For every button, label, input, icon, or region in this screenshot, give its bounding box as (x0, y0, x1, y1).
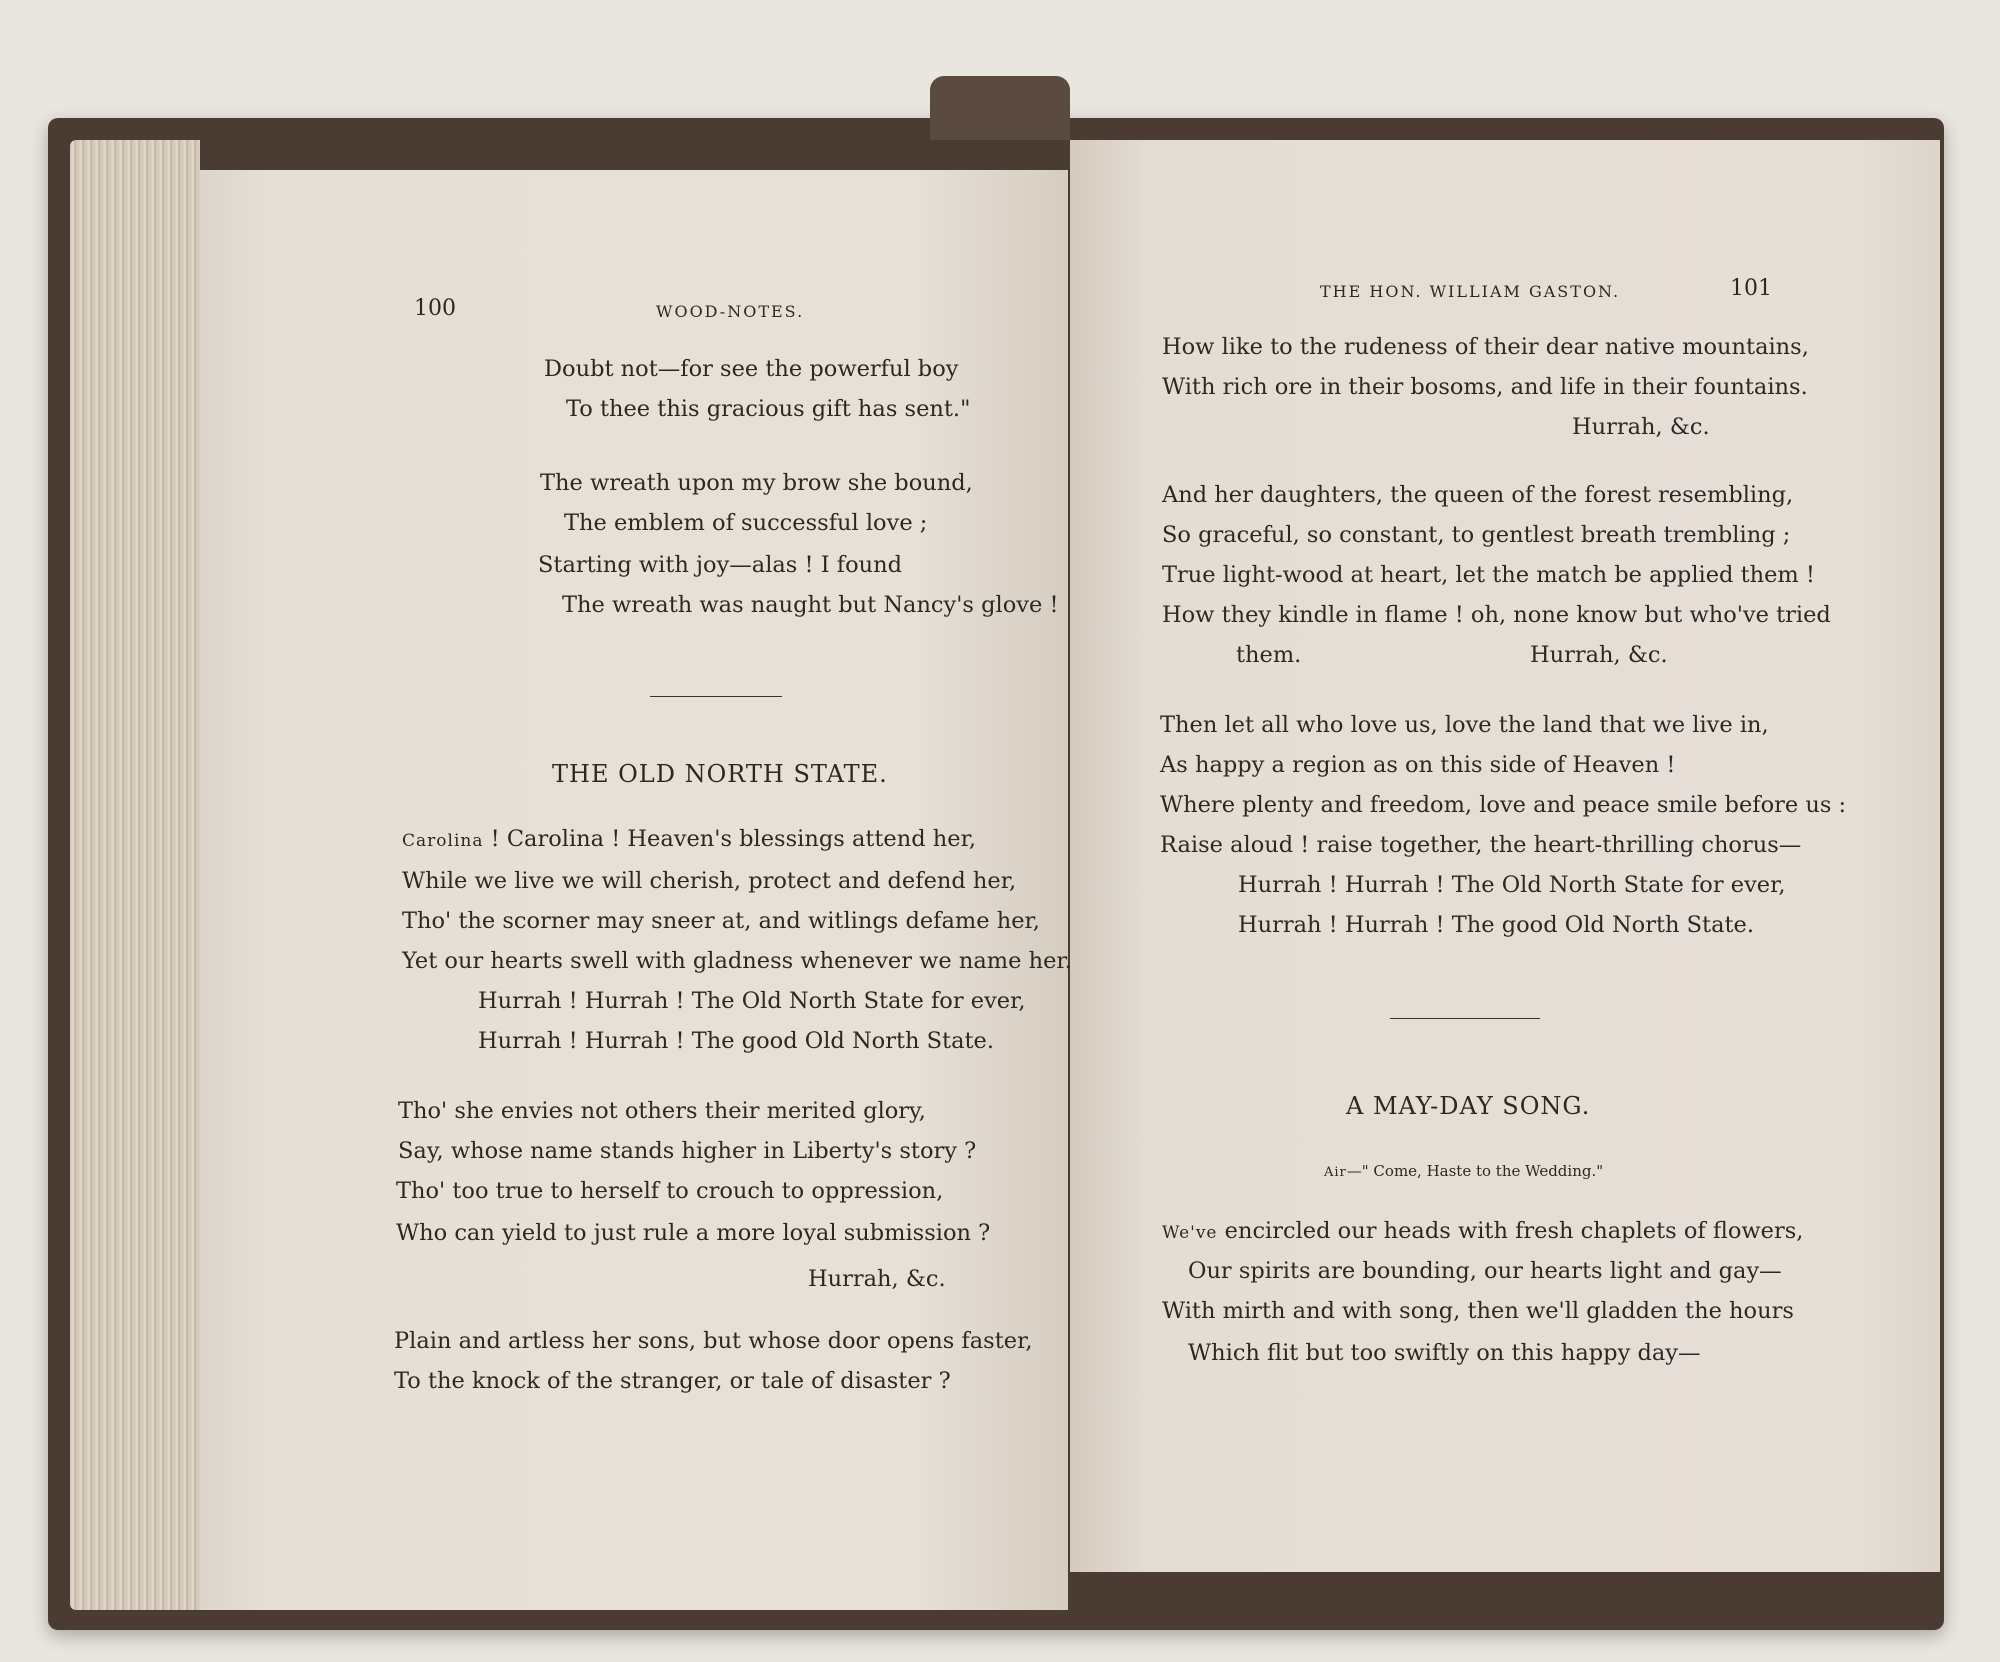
verse-line: Say, whose name stands higher in Liberty's story ? (398, 1138, 977, 1164)
verse-line: And her daughters, the queen of the forest resembling, (1162, 482, 1794, 508)
verse-line: Who can yield to just rule a more loyal submission ? (396, 1220, 991, 1246)
verse-line: How like to the rudeness of their dear native mountains, (1162, 334, 1809, 360)
page-edges (70, 140, 200, 1610)
verse-line: Raise aloud ! raise together, the heart-thrilling chorus— (1160, 832, 1802, 858)
verse-line: Tho' she envies not others their merited glory, (398, 1098, 926, 1124)
verse-line: How they kindle in flame ! oh, none know but who've tried (1162, 602, 1831, 628)
verse-line: Where plenty and freedom, love and peace smile before us : (1160, 792, 1847, 818)
air-label: Air (1324, 1165, 1347, 1180)
verse-line: Yet our hearts swell with gladness whenever we name her. (402, 948, 1072, 974)
section-divider (650, 696, 782, 697)
verse-line: Plain and artless her sons, but whose door opens faster, (394, 1328, 1033, 1354)
section-divider (1390, 1018, 1540, 1019)
verse-line: The wreath upon my brow she bound, (540, 470, 973, 496)
verse-line: The emblem of successful love ; (564, 510, 928, 536)
air-note (1324, 1162, 1603, 1180)
verse-line: Which flit but too swiftly on this happy day— (1188, 1340, 1701, 1366)
verse-line: The wreath was naught but Nancy's glove ! (562, 592, 1059, 618)
verse-line: Hurrah ! Hurrah ! The Old North State for ever, (1238, 872, 1786, 898)
verse-line: them. (1236, 642, 1302, 668)
verse-line: Hurrah ! Hurrah ! The good Old North State. (478, 1028, 995, 1054)
page-number-right: 101 (1730, 276, 1772, 301)
verse-line (402, 828, 976, 851)
verse-line (1162, 1220, 1803, 1243)
verse-line: Tho' too true to herself to crouch to oppression, (396, 1178, 944, 1204)
verse-line: Hurrah ! Hurrah ! The good Old North State. (1238, 912, 1755, 938)
running-head-right: THE HON. WILLIAM GASTON. (1320, 282, 1621, 301)
verse-line: As happy a region as on this side of Heaven ! (1160, 752, 1676, 778)
verse-line: While we live we will cherish, protect and defend her, (402, 868, 1017, 894)
verse-line: With rich ore in their bosoms, and life in their fountains. (1162, 374, 1808, 400)
verse-line: Tho' the scorner may sneer at, and witlings defame her, (402, 908, 1040, 934)
verse-line: True light-wood at heart, let the match be applied them ! (1162, 562, 1815, 588)
verse-line: Hurrah ! Hurrah ! The Old North State for ever, (478, 988, 1026, 1014)
verse-line: So graceful, so constant, to gentlest breath trembling ; (1162, 522, 1791, 548)
verse-line: Hurrah, &c. (1572, 414, 1710, 440)
drop-cap-word: Carolina (402, 831, 484, 851)
poem-title: THE OLD NORTH STATE. (552, 760, 888, 788)
running-head-left: WOOD-NOTES. (656, 302, 805, 321)
air-tune: —" Come, Haste to the Wedding." (1346, 1162, 1604, 1180)
verse-line: Hurrah, &c. (808, 1266, 946, 1292)
verse-line: With mirth and with song, then we'll gladden the hours (1162, 1298, 1794, 1324)
drop-cap-word: We've (1162, 1223, 1218, 1243)
verse-line: Then let all who love us, love the land that we live in, (1160, 712, 1769, 738)
verse-line: To the knock of the stranger, or tale of disaster ? (394, 1368, 951, 1394)
poem-title: A MAY-DAY SONG. (1346, 1092, 1591, 1120)
verse-line: Hurrah, &c. (1530, 642, 1668, 668)
verse-line: Our spirits are bounding, our hearts light and gay— (1188, 1258, 1782, 1284)
book-spine (930, 76, 1070, 140)
verse-line: Doubt not—for see the powerful boy (544, 356, 959, 382)
verse-line: Starting with joy—alas ! I found (538, 552, 902, 578)
page-number-left: 100 (414, 296, 456, 321)
verse-line-rest: encircled our heads with fresh chaplets of flowers, (1217, 1218, 1804, 1244)
verse-line-rest: ! Carolina ! Heaven's blessings attend her, (483, 826, 977, 852)
verse-line: To thee this gracious gift has sent." (566, 396, 971, 422)
